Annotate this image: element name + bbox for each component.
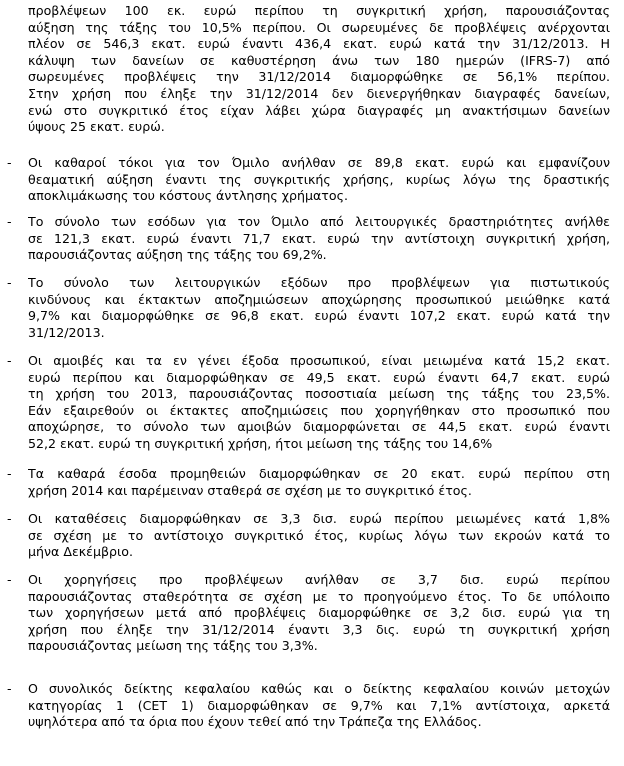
text-line: προβλέψεων 100 εκ. ευρώ περίπου τη συγκριτική χρήση, παρουσιάζοντας <box>28 3 610 18</box>
text-line: Οι χορηγήσεις προ προβλέψεων ανήλθαν σε 3,7 δισ. ευρώ περίπου <box>28 572 610 587</box>
bullet-text <box>28 681 610 731</box>
bullet-dash: - <box>7 466 12 481</box>
text-line: σωρευμένες προβλέψεις την 31/12/2014 διαμορφώθηκε σε 56,1% περίπου. <box>28 69 610 85</box>
text-line: αποχώρησε, το σύνολο των αμοιβών διαμορφώνεται σε 44,5 εκατ. ευρώ έναντι <box>28 419 610 435</box>
bullet-text <box>28 572 610 655</box>
text-line: 9,7% και διαμορφώθηκε σε 96,8 εκατ. ευρώ έναντι 107,2 εκατ. ευρώ κατά την <box>28 308 610 324</box>
text-line: Στην χρήση που έληξε την 31/12/2014 δεν διενεργήθηκαν διαγραφές δανείων, <box>28 85 610 101</box>
text-line: κάλυψη των δανείων σε καθυστέρηση άνω των 180 ημερών (IFRS-7) από <box>28 52 610 68</box>
intro-paragraph <box>28 3 610 136</box>
text-line: αύξηση της τάξης του 10,5% περίπου. Οι σωρευμένες δε προβλέψεις ανέρχονται <box>28 19 610 35</box>
text-line: τη χρήση του 2013, παρουσιάζοντας ποσοστιαία μείωση της τάξης του 23,5%. <box>28 386 610 402</box>
text-line: υψηλότερα από τα όρια που έχουν τεθεί από την Τράπεζα της Ελλάδος. <box>28 714 482 730</box>
bullet-dash: - <box>7 511 12 526</box>
text-line: 52,2 εκατ. ευρώ τη συγκριτική χρήση, ήτοι μείωση της τάξης του 14,6% <box>28 435 493 451</box>
text-line: των χορηγήσεων μετά από προβλέψεις διαμορφώθηκε σε 3,2 δισ. ευρώ για τη <box>28 605 610 621</box>
text-line: Εάν εξαιρεθούν οι έκτακτες αποζημιώσεις που χορηγήθηκαν στο προσωπικό που <box>28 402 610 418</box>
bullet-text <box>28 214 610 264</box>
bullet-dash: - <box>7 155 12 170</box>
text-line: αποκλιμάκωσης του κόστους άντλησης χρήματος. <box>28 188 348 204</box>
text-line: ενώ στο συγκριτικό έτος είχαν λάβει χώρα διαγραφές μη ανακτήσιμων δανείων <box>28 102 610 118</box>
text-line: θεαματική αύξηση έναντι της συγκριτικής χρήσης, κυρίως λόγω της δραστικής <box>28 171 610 187</box>
text-line: χρήση 2014 και παρέμειναν σταθερά σε σχέση με το συγκριτικό έτος. <box>28 482 472 498</box>
text-line: σε 121,3 εκατ. ευρώ έναντι 71,7 εκατ. ευρώ την αντίστοιχη συγκριτική χρήση, <box>28 230 610 246</box>
text-line: μήνα Δεκέμβριο. <box>28 544 133 560</box>
bullet-dash: - <box>7 681 12 696</box>
text-line: παρουσιάζοντας αύξηση της τάξης του 69,2%. <box>28 247 327 263</box>
bullet-dash: - <box>7 353 12 368</box>
bullet-text <box>28 155 610 205</box>
text-line: 31/12/2013. <box>28 324 105 340</box>
bullet-text <box>28 466 610 499</box>
text-line: ύψους 25 εκατ. ευρώ. <box>28 119 165 135</box>
text-line: Οι καθαροί τόκοι για τον Όμιλο ανήλθαν σε 89,8 εκατ. ευρώ και εμφανίζουν <box>28 155 610 170</box>
bullet-dash: - <box>7 214 12 229</box>
text-line: χρήση που έληξε την 31/12/2014 έναντι 3,3 δις. ευρώ τη συγκριτική χρήση <box>28 621 610 637</box>
text-line: παρουσιάζοντας σταθερότητα σε σχέση με το προηγούμενο έτος. Το δε υπόλοιπο <box>28 588 610 604</box>
text-line: Οι αμοιβές και τα εν γένει έξοδα προσωπικού, είναι μειωμένα κατά 15,2 εκατ. <box>28 353 610 368</box>
text-line: Το σύνολο των εσόδων για τον Όμιλο από λειτουργικές δραστηριότητες ανήλθε <box>28 214 610 229</box>
text-line: πλέον σε 546,3 εκατ. ευρώ έναντι 436,4 εκατ. ευρώ κατά την 31/12/2013. Η <box>28 36 610 52</box>
text-line: κινδύνους και έκτακτων αποζημιώσεων αποχώρησης προσωπικού μειώθηκε κατά <box>28 291 610 307</box>
text-line: σε σχέση με το αντίστοιχο συγκριτικό έτος, κυρίως λόγω των εκροών κατά το <box>28 527 610 543</box>
text-line: Ο συνολικός δείκτης κεφαλαίου καθώς και ο δείκτης κεφαλαίου κοινών μετοχών <box>28 681 610 696</box>
text-line: Το σύνολο των λειτουργικών εξόδων προ προβλέψεων για πιστωτικούς <box>28 275 610 290</box>
bullet-text <box>28 511 610 561</box>
bullet-dash: - <box>7 572 12 587</box>
text-line: κατηγορίας 1 (CET 1) διαμορφώθηκαν σε 9,7% και 7,1% αντίστοιχα, αρκετά <box>28 697 610 713</box>
text-line: παρουσιάζοντας μείωση της τάξης του 3,3%. <box>28 638 318 654</box>
bullet-text <box>28 275 610 341</box>
text-line: ευρώ περίπου και διαμορφώθηκαν σε 49,5 εκατ. ευρώ έναντι 64,7 εκατ. ευρώ <box>28 369 610 385</box>
text-line: Οι καταθέσεις διαμορφώθηκαν σε 3,3 δισ. ευρώ περίπου μειωμένες κατά 1,8% <box>28 511 610 526</box>
text-line: Τα καθαρά έσοδα προμηθειών διαμορφώθηκαν σε 20 εκατ. ευρώ περίπου στη <box>28 466 610 481</box>
bullet-dash: - <box>7 275 12 290</box>
bullet-text <box>28 353 610 453</box>
